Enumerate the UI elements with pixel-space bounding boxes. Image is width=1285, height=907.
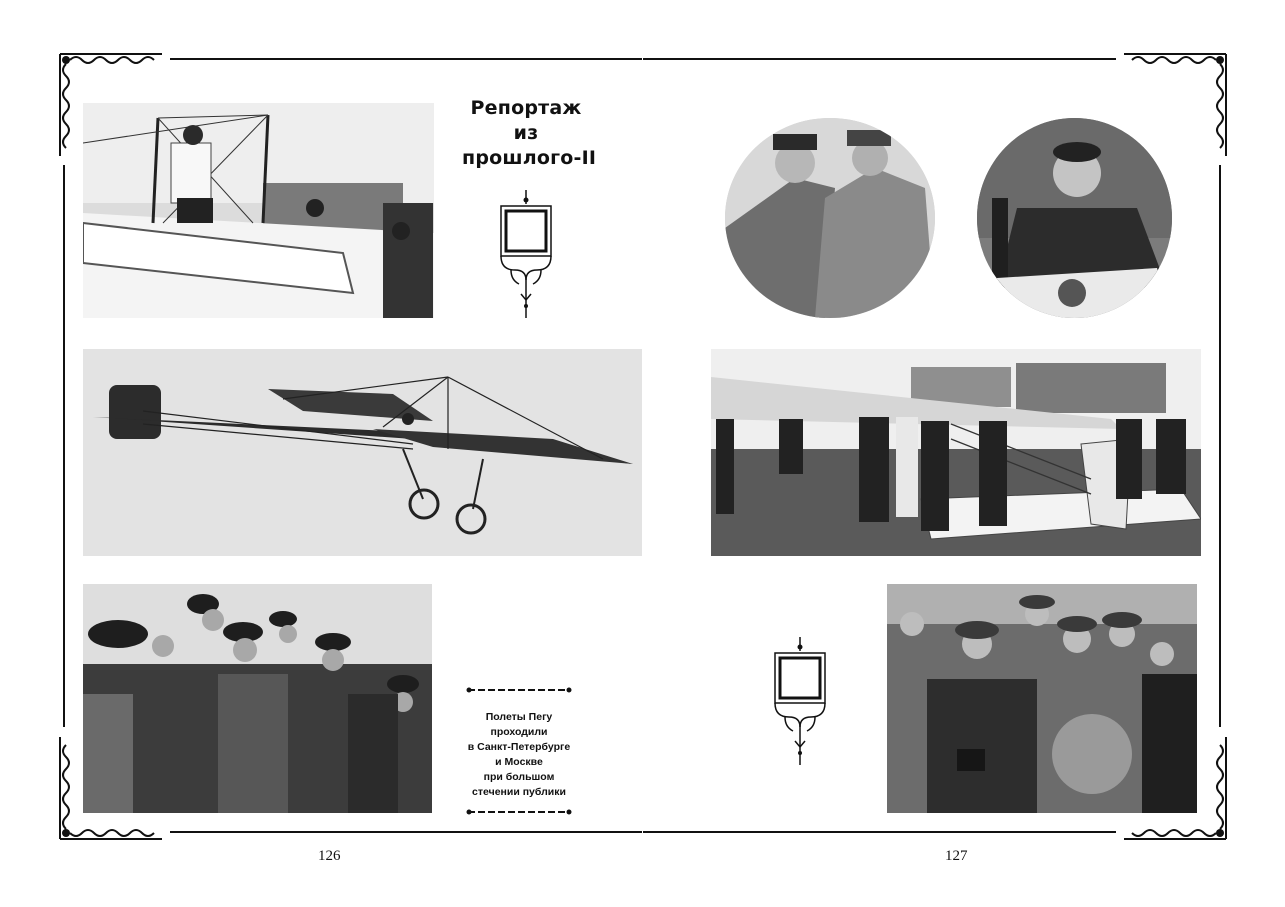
bottom-rule-left — [170, 831, 642, 833]
caption-top-rule-icon — [466, 686, 572, 694]
photo-caption — [466, 710, 572, 800]
right-border-line — [1219, 165, 1221, 727]
photo-pilot-on-monoplane — [83, 103, 434, 318]
caption-line: в Санкт-Петербурге — [467, 741, 571, 753]
caption-line: Полеты Пегу — [485, 711, 553, 723]
title-line: из — [513, 122, 539, 144]
photo-round-seated-man — [977, 118, 1172, 318]
photo-crowd-with-flowers — [887, 584, 1197, 813]
vignette-frame-icon — [769, 637, 831, 767]
title-line: Репортаж — [470, 97, 582, 119]
top-rule-left — [170, 58, 642, 60]
caption-line: стечении публики — [472, 786, 566, 798]
caption-line: проходили — [490, 726, 548, 738]
photo-monoplane-in-flight — [83, 349, 642, 556]
page-number-right: 127 — [945, 848, 968, 864]
vignette-frame-icon — [495, 190, 557, 320]
left-border-line — [63, 165, 65, 727]
photo-crowd-watching — [83, 584, 432, 813]
caption-bottom-rule-icon — [466, 808, 572, 816]
top-rule-right — [643, 58, 1116, 60]
page-title — [462, 96, 597, 171]
title-line: прошлого-II — [462, 147, 597, 169]
photo-round-officers — [725, 118, 935, 318]
caption-line: и Москве — [495, 756, 543, 768]
page-number-left: 126 — [318, 848, 341, 864]
caption-line: при большом — [483, 771, 555, 783]
bottom-rule-right — [643, 831, 1116, 833]
photo-monoplane-on-airfield — [711, 349, 1201, 556]
